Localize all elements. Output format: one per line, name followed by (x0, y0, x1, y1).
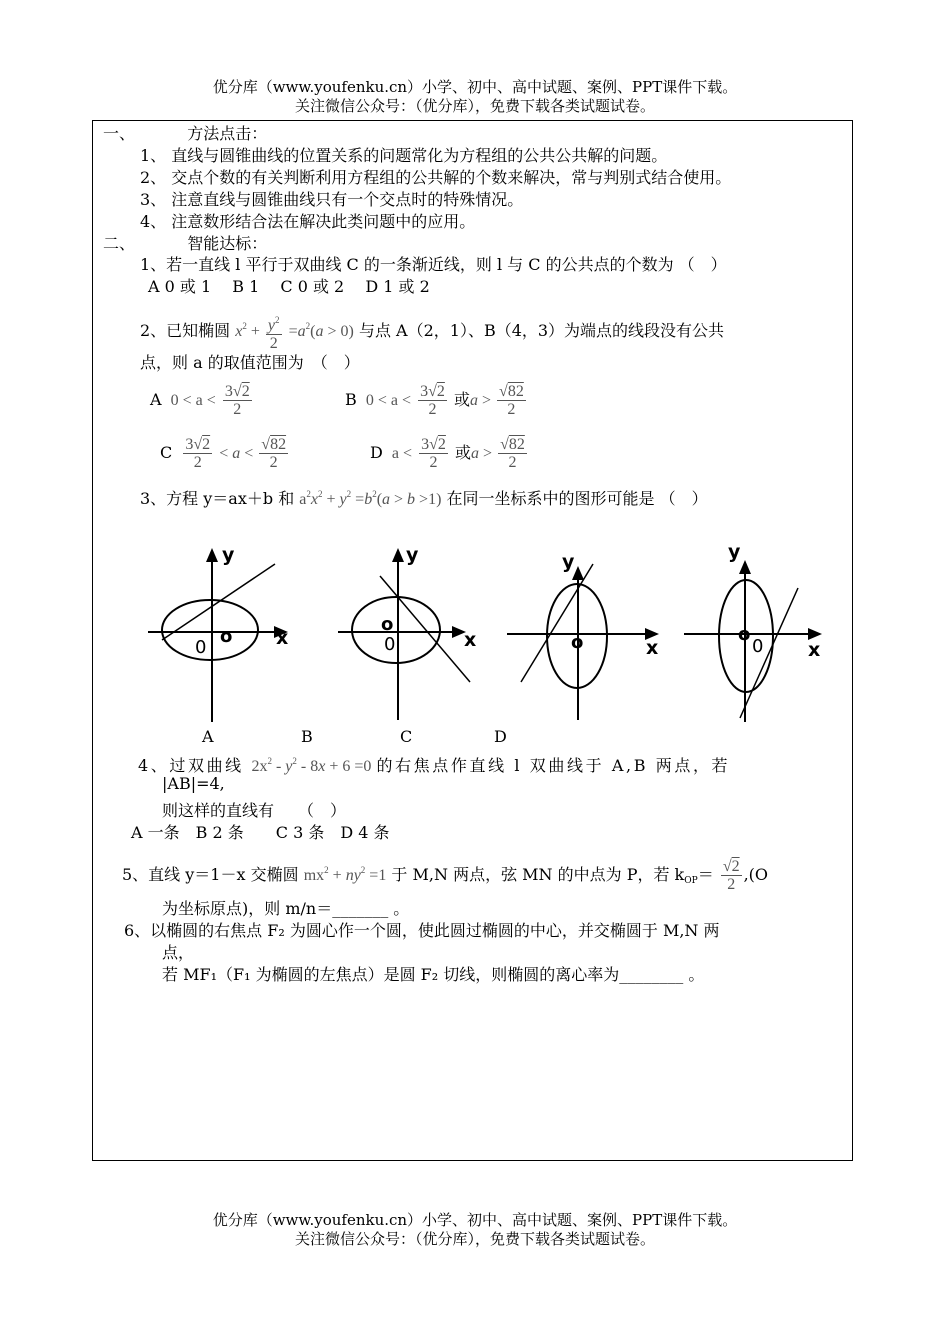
question-5-line-2: 为坐标原点)，则 m/n＝_______ 。 (162, 899, 410, 918)
header-line-1: 优分库（www.youfenku.cn）小学、初中、高中试题、案例、PPT课件下载。 (212, 78, 738, 96)
question-2-option-c: C $\frac{3√2}{2}$ < a < $\frac{√82}{2}$ (160, 436, 287, 471)
question-4-line-2: 则这样的直线有 （ ） (162, 801, 347, 820)
question-2-option-d: D a < $\frac{3√2}{2}$ 或a > $\frac{√82}{2}$ (370, 436, 525, 471)
x-label: x (808, 639, 821, 661)
graph-label-a: A (202, 727, 214, 746)
y-label: y (222, 544, 235, 566)
graph-c (505, 540, 675, 725)
graph-label-d: D (494, 727, 507, 746)
question-2-option-b: B 0 < a < $\frac{3√2}{2}$ 或a > $\frac{√82}{2}$ (345, 383, 524, 418)
origin-0: 0 (195, 637, 207, 658)
question-6-line-2: 点， (162, 943, 195, 962)
question-5-stem: 5、直线 y＝1－x 交椭圆 $mx^2 + ny^2 =1$ 于 M,N 两点，弦 MN 的中点为 P，若 $k_{OP}=$ $\frac{√2}{2}$ ,(O (122, 858, 769, 893)
section-2-heading (103, 234, 267, 254)
question-4-options: A 一条 B 2 条 C 3 条 D 4 条 (131, 823, 390, 842)
question-6-line-3: 若 MF₁（F₁ 为椭圆的左焦点）是圆 F₂ 切线，则椭圆的离心率为________ 。 (162, 965, 705, 984)
page-footer (0, 1211, 950, 1249)
question-1-stem: 1、若一直线 l 平行于双曲线 C 的一条渐近线，则 l 与 C 的公共点的个数为 （ ） (140, 255, 727, 274)
question-2-stem (140, 310, 724, 352)
line-graph (521, 564, 593, 682)
graph-label-b: B (301, 727, 313, 746)
footer-line-1: 优分库（www.youfenku.cn）小学、初中、高中试题、案例、PPT课件下载。 (212, 1211, 738, 1229)
origin-o: o (220, 626, 233, 647)
question-2-pre: 2、已知椭圆 (140, 321, 231, 340)
x-label: x (646, 637, 659, 659)
graph-b (330, 540, 490, 725)
origin-0: 0 (752, 636, 764, 657)
y-arrow-icon (392, 548, 404, 562)
origin-o: o (738, 624, 751, 645)
x-label: x (464, 629, 477, 651)
hyperbola-equation: $2x^2 - y^2 - 8x + 6 =0$ (251, 756, 372, 775)
q3-equation: $a^2x^2 + y^2 =b^2(a > b >1)$ (299, 489, 442, 508)
graph-d (680, 540, 840, 725)
question-4-abs: |AB|=4, (162, 774, 225, 793)
question-2-line-2: 点，则 a 的取值范围为 （ ） (140, 353, 360, 372)
x-label: x (276, 627, 289, 649)
header-line-2: 关注微信公众号：（优分库），免费下载各类试题试卷。 (294, 97, 655, 115)
question-1-options: A 0 或 1 B 1 C 0 或 2 D 1 或 2 (148, 277, 430, 296)
question-6-line-1: 6、以椭圆的右焦点 F₂ 为圆心作一个圆，使此圆过椭圆的中心，并交椭圆于 M,N 两 (124, 921, 720, 940)
y-arrow-icon (206, 548, 218, 562)
section-1-title: 方法点击： (187, 124, 268, 143)
question-2-option-a: A 0 < a < $\frac{3√2}{2}$ (150, 383, 250, 418)
section-2-title: 智能达标： (187, 234, 268, 253)
question-4-stem: 4、过双曲线 $2x^2 - y^2 - 8x + 6 =0$ 的右焦点作直线 l 双曲线于 A,B 两点，若 (138, 756, 731, 775)
footer-line-2: 关注微信公众号：（优分库），免费下载各类试题试卷。 (294, 1230, 655, 1248)
ellipse-equation: $x^2$ + $\frac{y^2}{2}$ $=a^2(a > 0)$ (235, 321, 359, 340)
method-item: 2、 交点个数的有关判断利用方程组的公共解的个数来解决，常与判别式结合使用。 (140, 168, 732, 187)
method-item: 4、 注意数形结合法在解决此类问题中的应用。 (140, 212, 476, 231)
y-label: y (562, 551, 575, 573)
q5-ellipse-equation: $mx^2 + ny^2 =1$ (303, 865, 387, 884)
y-arrow-icon (739, 560, 751, 574)
section-1-heading (103, 124, 267, 144)
y-label: y (406, 544, 419, 566)
section-1-number: 一、 (103, 124, 136, 143)
origin-0: 0 (384, 634, 396, 655)
question-2-mid: 与点 A（2，1）、B（4，3）为端点的线段没有公共 (358, 321, 725, 340)
origin-o: o (571, 632, 584, 653)
y-label: y (728, 541, 741, 563)
section-2-number: 二、 (103, 234, 136, 253)
method-item: 1、 直线与圆锥曲线的位置关系的问题常化为方程组的公共公共解的问题。 (140, 146, 668, 165)
graph-a (140, 540, 300, 725)
page-header (0, 78, 950, 116)
graph-label-c: C (400, 727, 413, 746)
origin-o: o (381, 614, 394, 635)
question-3-stem: 3、方程 y＝ax＋b 和 $a^2x^2 + y^2 =b^2(a > b >1)$ 在同一坐标系中的图形可能是 （ ） (140, 489, 708, 508)
method-item: 3、 注意直线与圆锥曲线只有一个交点时的特殊情况。 (140, 190, 524, 209)
